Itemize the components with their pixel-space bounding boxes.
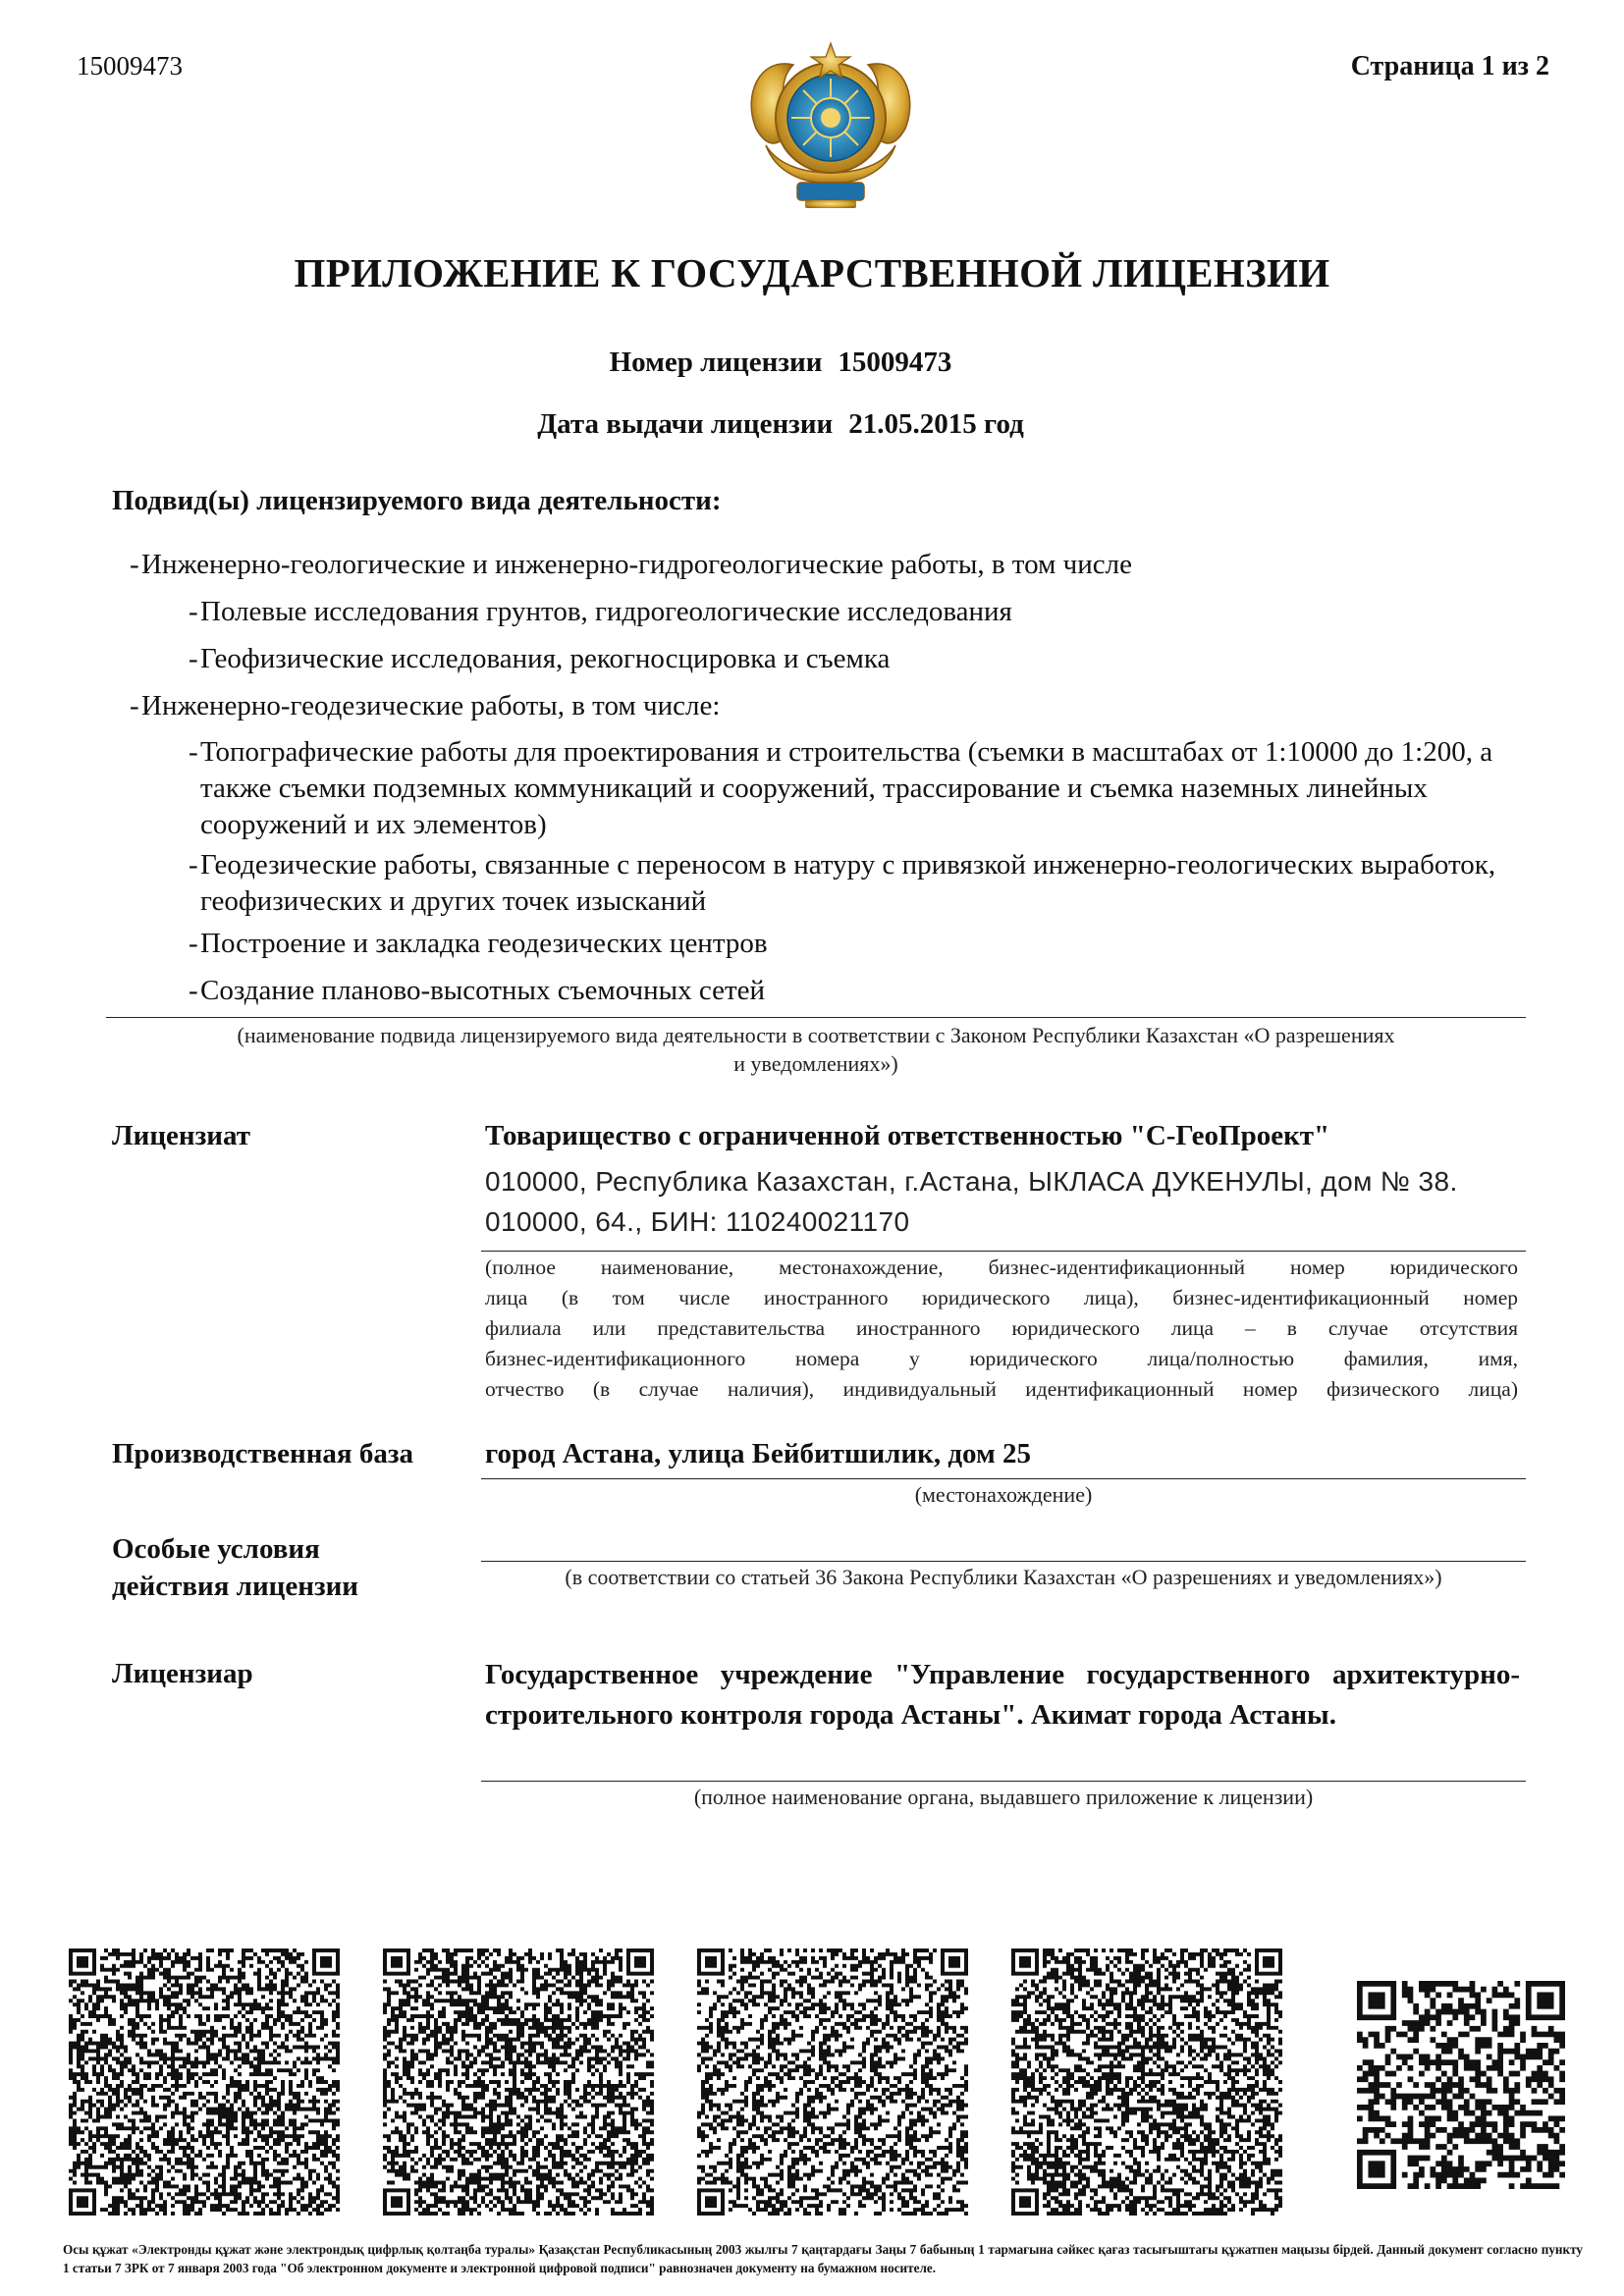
production-base-value: город Астана, улица Бейбитшилик, дом 25 [485, 1438, 1031, 1469]
qr-code-3 [697, 1949, 968, 2216]
license-date-label: Дата выдачи лицензии [537, 408, 834, 440]
licensee-address-line: 010000, Республика Казахстан, г.Астана, ЫКЛАСА ДУКЕНУЛЫ, дом № 38. [485, 1166, 1458, 1197]
activity-item: - Инженерно-геодезические работы, в том числе: [130, 690, 721, 721]
page-title: ПРИЛОЖЕНИЕ К ГОСУДАРСТВЕННОЙ ЛИЦЕНЗИИ [294, 250, 1330, 295]
licensee-name: Товарищество с ограниченной ответственностью "С-ГеоПроект" [485, 1120, 1330, 1151]
licensee-rule [481, 1251, 1526, 1252]
licensor-rule [481, 1781, 1526, 1782]
legal-footer-ru: Данный документ согласно пункту 1 статьи 7 ЗРК от 7 января 2003 года "Об электронном документе и электронной цифровой подписи" равнозначен документу на бумажном носителе. [63, 2242, 1584, 2275]
activity-subitem: - Создание планово-высотных съемочных сетей [189, 975, 766, 1006]
qr-code-5 [1357, 1981, 1565, 2189]
document-number: 15009473 [77, 51, 183, 80]
subtypes-caption: (наименование подвида лицензируемого вида деятельности в соответствии с Законом Республики Казахстан «О разрешениях и уведомлениях») [237, 1023, 1395, 1076]
licensor-caption: (полное наименование органа, выдавшего приложение к лицензии) [693, 1785, 1314, 1809]
activity-subitem: - Полевые исследования грунтов, гидрогеологические исследования [189, 596, 1012, 627]
license-number-value: 15009473 [838, 347, 952, 378]
activity-subitem: - Геофизические исследования, рекогносцировка и съемка [189, 643, 891, 674]
page-counter: Страница 1 из 2 [1350, 51, 1549, 81]
activity-subitem: - Топографические работы для проектирования и строительства (съемки в масштабах от 1:10000 до 1:200, а также съемки подземных коммуникаций и сооружений, трассирование и съемка наземных линейных сооружений и их элементов) [189, 736, 1493, 840]
subtypes-rule [106, 1017, 1526, 1018]
activity-item: - Инженерно-геологические и инженерно-гидрогеологические работы, в том числе [130, 549, 1132, 580]
license-date-row [0, 408, 1561, 441]
license-date-value: 21.05.2015 год [848, 408, 1024, 440]
production-base-rule [481, 1478, 1526, 1479]
licensee-address [485, 1161, 1518, 1242]
subtypes-heading: Подвид(ы) лицензируемого вида деятельности: [112, 485, 722, 516]
special-conditions-label: Особые условия действия лицензии [112, 1533, 359, 1602]
licensee-label: Лицензиат [112, 1120, 250, 1151]
license-number-row [0, 347, 1561, 379]
special-conditions-rule [481, 1561, 1526, 1562]
production-base-label: Производственная база [112, 1438, 414, 1469]
licensor-value: Государственное учреждение "Управление государственного архитектурно-строительного контроля города Астаны". Акимат города Астаны. [485, 1659, 1520, 1731]
licensee-address-line: 010000, 64., БИН: 110240021170 [485, 1206, 910, 1237]
licensor-label: Лицензиар [112, 1658, 253, 1689]
qr-code-2 [383, 1949, 654, 2216]
licensee-caption: (полное наименование, местонахождение, бизнес-идентификационный номер юридического лица (в том числе иностранного юридического лица), бизнес-идентификационный номер филиала или представительства иностранного юридического лица – в случае отсутствия бизнес-идентификационного номера у юридического лица/полностью фамилия, имя, отчество (в случае наличия), индивидуальный идентификационный номер физического лица) [485, 1255, 1518, 1401]
production-base-caption: (местонахождение) [914, 1482, 1093, 1507]
activity-subitem: - Геодезические работы, связанные с переносом в натуру с привязкой инженерно-геологических выработок, геофизических и других точек изысканий [189, 849, 1496, 917]
legal-footer [63, 2240, 1583, 2277]
qr-code-1 [69, 1949, 340, 2216]
special-conditions-caption: (в соответствии со статьей 36 Закона Республики Казахстан «О разрешениях и уведомлениях») [565, 1565, 1442, 1589]
legal-footer-kz: Осы құжат «Электронды құжат және электрондық цифрлық қолтаңба туралы» Қазақстан Республикасының 2003 жылғы 7 қаңтардағы Заңы 7 бабының 1 тармағына сәйкес қағаз тасығыштағы құжатпен маңызы бірдей. [63, 2242, 1374, 2257]
state-emblem-icon [736, 35, 925, 212]
qr-code-4 [1011, 1949, 1282, 2216]
license-number-label: Номер лицензии [609, 347, 823, 378]
activity-subitem: - Построение и закладка геодезических центров [189, 928, 768, 959]
